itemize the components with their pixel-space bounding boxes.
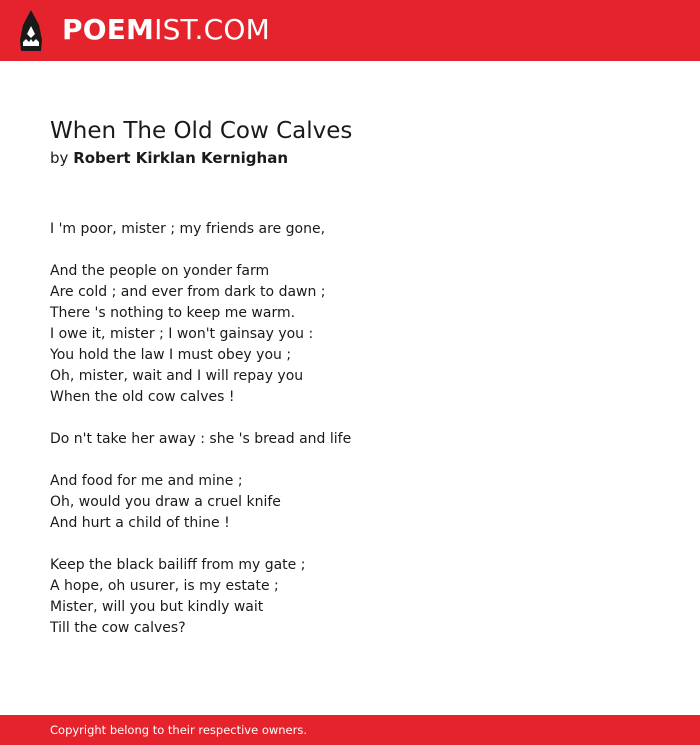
logo-text-bold: POEM (62, 13, 155, 46)
poem-line: Oh, mister, wait and I will repay you (50, 368, 304, 384)
poem-line: And food for me and mine ; (50, 473, 243, 489)
poem-line: Till the cow calves? (50, 620, 186, 636)
poem-line: You hold the law I must obey you ; (50, 347, 292, 363)
site-footer (0, 715, 700, 745)
poem-line: There 's nothing to keep me warm. (50, 305, 296, 321)
poem-line: I owe it, mister ; I won't gainsay you : (50, 326, 314, 342)
copyright-text: Copyright belong to their respective owners. (50, 723, 308, 737)
stanza-break (50, 240, 650, 261)
stanza-break (50, 534, 650, 555)
poem-line: And the people on yonder farm (50, 263, 270, 279)
poem-line: Do n't take her away : she 's bread and life (50, 431, 352, 447)
site-logo[interactable] (62, 13, 270, 47)
pencil-icon[interactable] (18, 10, 44, 51)
by-label: by (50, 149, 69, 167)
site-header (0, 0, 700, 61)
poem-line: Are cold ; and ever from dark to dawn ; (50, 284, 326, 300)
stanza-break (50, 450, 650, 471)
poem-body (50, 219, 650, 639)
poem-line: When the old cow calves ! (50, 389, 235, 405)
poem-line: I 'm poor, mister ; my friends are gone, (50, 221, 326, 237)
poem-line: A hope, oh usurer, is my estate ; (50, 578, 279, 594)
poem-title: When The Old Cow Calves (50, 118, 353, 144)
poem-byline (50, 148, 288, 169)
poem-line: Keep the black bailiff from my gate ; (50, 557, 306, 573)
poem-line: Oh, would you draw a cruel knife (50, 494, 281, 510)
logo-text-light: IST.COM (154, 13, 270, 46)
stanza-break (50, 408, 650, 429)
poem-line: Mister, will you but kindly wait (50, 599, 264, 615)
poem-line: And hurt a child of thine ! (50, 515, 230, 531)
poem-author: Robert Kirklan Kernighan (73, 149, 289, 167)
